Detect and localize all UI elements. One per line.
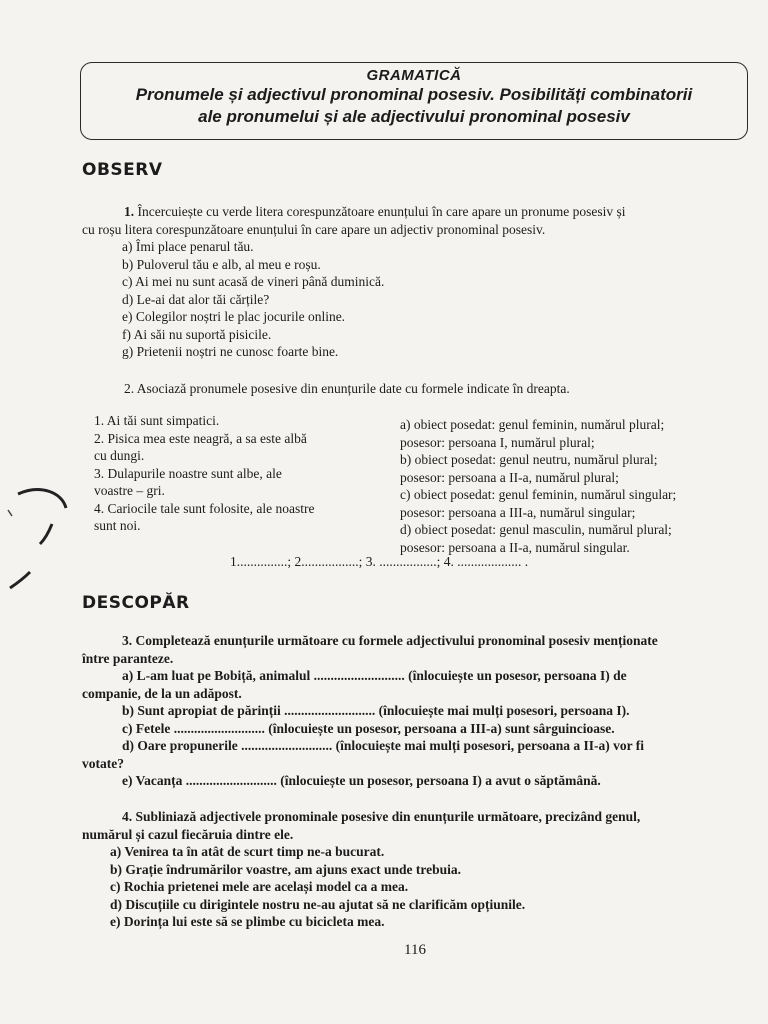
- exercise-1-item-g: g) Prietenii noștri ne cunosc foarte bine.: [122, 344, 339, 359]
- section-heading-observ: OBSERV: [82, 160, 163, 180]
- exercise-2-form: d) obiect posedat: genul masculin, numărul plural;: [400, 522, 672, 537]
- section-heading-descopar: DESCOPĂR: [82, 593, 190, 613]
- exercise-2-sentence: sunt noi.: [94, 518, 141, 533]
- exercise-3: [82, 632, 762, 790]
- exercise-4-prompt-line-2: numărul și cazul fiecăruia dintre ele.: [82, 826, 294, 842]
- exercise-1-prompt-line-1: Încercuiește cu verde litera corespunzătoare enunțului în care apare un pronume posesiv și: [137, 204, 626, 219]
- exercise-3-prompt-line-1: 3. Completează enunțurile următoare cu formele adjectivului pronominal posesiv menționate: [122, 633, 658, 648]
- exercise-3-item-a: a) L-am luat pe Bobiță, animalul ........................... (înlocuiește un posesor, persoana I) de: [122, 668, 627, 683]
- exercise-4-item-c: c) Rochia prietenei mele are același model ca a mea.: [110, 879, 409, 894]
- exercise-2-form: posesor: persoana a II-a, numărul plural;: [400, 469, 619, 485]
- exercise-2-sentence: voastre – gri.: [94, 483, 165, 498]
- exercise-2-sentence: 1. Ai tăi sunt simpatici.: [94, 413, 220, 428]
- exercise-1-item-e: e) Colegilor noștri le plac jocurile online.: [122, 309, 346, 324]
- exercise-3-item-e: e) Vacanța ........................... (înlocuiește un posesor, persoana I) a avut o săptămână.: [122, 773, 601, 788]
- exercise-2-forms: [400, 416, 750, 556]
- exercise-2-sentences: [94, 412, 380, 535]
- exercise-4: [82, 808, 762, 931]
- exercise-2-sentence: cu dungi.: [94, 448, 145, 463]
- exercise-1: [82, 203, 762, 361]
- exercise-1-item-c: c) Ai mei nu sunt acasă de vineri până duminică.: [122, 274, 385, 289]
- exercise-3-prompt-line-2: între paranteze.: [82, 650, 174, 666]
- exercise-3-item-d-cont: votate?: [82, 755, 124, 771]
- exercise-2-prompt: 2. Asociază pronumele posesive din enunțurile date cu formele indicate în dreapta.: [124, 381, 570, 396]
- exercise-2-form: c) obiect posedat: genul feminin, numărul singular;: [400, 487, 677, 502]
- exercise-4-item-b: b) Grație îndrumărilor voastre, am ajuns exact unde trebuia.: [110, 861, 461, 877]
- exercise-2-form: a) obiect posedat: genul feminin, numărul plural;: [400, 417, 665, 432]
- exercise-3-item-a-cont: companie, de la un adăpost.: [82, 685, 242, 701]
- page-number: 116: [404, 942, 426, 958]
- exercise-3-item-b: b) Sunt apropiat de părinții ........................... (înlocuiește mai mulți posesori, persoana I).: [122, 703, 630, 718]
- lesson-title-line-1: Pronumele și adjectivul pronominal posesiv. Posibilități combinatorii: [135, 85, 693, 104]
- lesson-header-box: [80, 62, 748, 140]
- exercise-2-sentence: 4. Cariocile tale sunt folosite, ale noastre: [94, 500, 315, 516]
- lesson-category: GRAMATICĂ: [366, 67, 462, 84]
- exercise-2-sentence: 3. Dulapurile noastre sunt albe, ale: [94, 465, 282, 481]
- exercise-3-item-d: d) Oare propunerile ........................... (înlocuiește mai mulți posesori, persoana a II-a) vor fi: [122, 738, 644, 753]
- exercise-1-prompt-line-2: cu roșu litera corespunzătoare enunțului în care apare un adjectiv pronominal posesiv.: [82, 221, 546, 237]
- exercise-1-item-b: b) Puloverul tău e alb, al meu e roșu.: [122, 256, 321, 272]
- pen-scribble-mark: [0, 480, 80, 600]
- exercise-2-form: posesor: persoana I, numărul plural;: [400, 434, 595, 450]
- exercise-1-number: 1.: [124, 204, 135, 219]
- exercise-2-form: b) obiect posedat: genul neutru, numărul plural;: [400, 452, 658, 467]
- exercise-2-answer-blanks: 1...............; 2.................; 3. .................; 4. ................... .: [230, 554, 529, 569]
- exercise-3-item-c: c) Fetele ........................... (înlocuiește un posesor, persoana a III-a) sunt sârguincioase.: [122, 720, 615, 736]
- exercise-2-form: posesor: persoana a II-a, numărul singular.: [400, 539, 630, 555]
- exercise-4-item-d: d) Discuțiile cu dirigintele nostru ne-au ajutat să ne clarificăm opțiunile.: [110, 896, 526, 912]
- exercise-2-form: posesor: persoana a III-a, numărul singular;: [400, 504, 636, 520]
- exercise-2-sentence: 2. Pisica mea este neagră, a sa este albă: [94, 430, 307, 446]
- exercise-1-item-a: a) Îmi place penarul tău.: [122, 239, 254, 254]
- lesson-title-line-2: ale pronumelui și ale adjectivului pronominal posesiv: [198, 107, 630, 126]
- exercise-4-prompt-line-1: 4. Subliniază adjectivele pronominale posesive din enunțurile următoare, precizând genul,: [122, 809, 641, 824]
- exercise-4-item-e: e) Dorința lui este să se plimbe cu bicicleta mea.: [110, 914, 385, 929]
- exercise-4-item-a: a) Venirea ta în atât de scurt timp ne-a bucurat.: [110, 844, 385, 859]
- exercise-1-item-d: d) Le-ai dat alor tăi cărțile?: [122, 291, 270, 307]
- exercise-1-item-f: f) Ai săi nu suportă pisicile.: [122, 326, 272, 342]
